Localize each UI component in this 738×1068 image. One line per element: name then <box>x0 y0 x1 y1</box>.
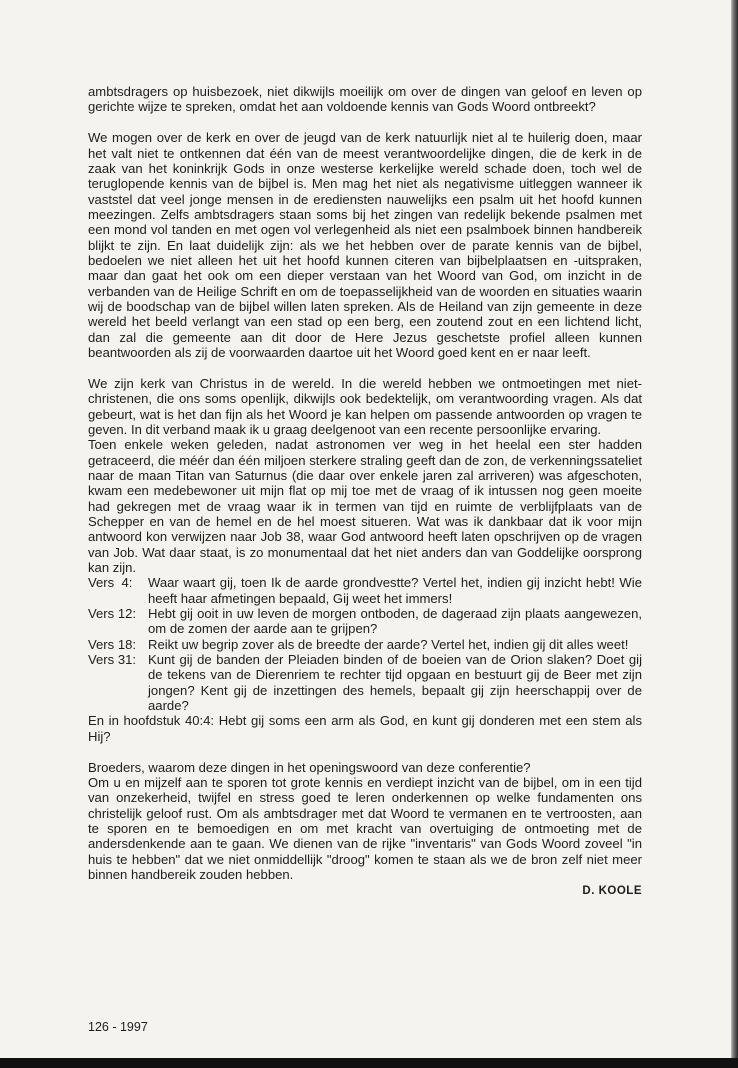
paragraph: We zijn kerk van Christus in de wereld. In die wereld hebben we ontmoetingen met nietchristenen, die ons soms openlijk, dikwijls ook bedektelijk, om verantwoording vragen. Als dat gebeurt, wat is het dan fijn als het Woord je kan helpen om passende antwoorden op vragen te geven. In dit verband maak ik u graag deelgenoot van een recente persoonlijke ervaring. <box>88 375 642 437</box>
author-signature: D. KOOLE <box>582 885 642 898</box>
paragraph: Om u en mijzelf aan te sporen tot grote kennis en verdiept inzicht van de bijbel, om in een tijd van onzekerheid, twijfel en stress goed te leren onderkennen op welke fundamenten ons christelijk geloof rust. Om als ambtsdrager met dat Woord te vermanen en te vertroosten, aan te sporen en te bemoedigen en om met kracht van overtuiging de ontmoeting met de andersdenkende aan te gaan. We dienen van de rijke "inventaris" van Gods Woord zoveel "in huis te hebben" dat we niet onmiddellijk "droog" komen te staan als we de bron zelf niet meer binnen handbereik zouden hebben. <box>88 774 642 882</box>
verse-text: Waar waart gij, toen Ik de aarde grondvestte? Vertel het, indien gij inzicht hebt! Wie heeft haar afmetingen bepaald, Gij weet het immers! <box>148 575 642 606</box>
verse-quote <box>88 652 642 713</box>
paragraph: Broeders, waarom deze dingen in het openingswoord van deze conferentie? <box>88 759 531 775</box>
verse-text: Hebt gij ooit in uw leven de morgen ontboden, de dageraad zijn plaats aangewezen, om de zomen der aarde aan te grijpen? <box>148 606 642 637</box>
paragraph: En in hoofdstuk 40:4: Hebt gij soms een arm als God, en kunt gij donderen met een stem als Hij? <box>88 713 642 744</box>
verse-label: Vers 31: <box>88 652 137 668</box>
verse-text: Reikt uw begrip zover als de breedte der aarde? Vertel het, indien gij dit alles weet! <box>148 636 629 652</box>
verse-label: Vers 4: <box>88 575 133 591</box>
verse-quote <box>88 606 642 637</box>
scan-edge-right <box>731 0 738 1068</box>
scan-edge-bottom <box>0 1058 738 1068</box>
page-number: 126 - 1997 <box>88 1020 148 1034</box>
paragraph: We mogen over de kerk en over de jeugd van de kerk natuurlijk niet al te huilerig doen, maar het valt niet te ontkennen dat één van de meest verantwoordelijke dingen, die de kerk in de zaak van het koninkrijk Gods in onze westerse kerkelijke wereld schade doen, toch wel de teruglopende kennis van de bijbel is. Men mag het niet als negativisme uitleggen wanneer ik vaststel dat veel jonge mensen in de erediensten nauwelijks een psalm uit het hoofd kunnen meezingen. Zelfs ambtsdragers staan soms bij het zingen van redelijk bekende psalmen met een mond vol tanden en met ogen vol verlegenheid als niet een psalmboek binnen handbereik blijkt te zijn. En laat duidelijk zijn: als we het hebben over de parate kennis van de bijbel, bedoelen we niet alleen het uit het hoofd kunnen citeren van bijbelplaatsen en -uitspraken, maar dan gaat het ook om een dieper verstaan van het Woord van God, om inzicht in de verbanden van de Heilige Schrift en om de toepasselijkheid van de woorden en situaties waarin wij de boodschap van de bijbel willen laten spreken. Als de Heiland van zijn gemeente in deze wereld het beeld verlangt van een stad op een berg, een zoutend zout en een lichtend licht, dan zal die gemeente aan dit door de Here Jezus geschetste profiel alleen kunnen beantwoorden als zij de voorwaarden daartoe uit het Woord goed kent en er naar leeft. <box>88 130 642 360</box>
verse-quote <box>88 637 642 652</box>
paragraph: ambtsdragers op huisbezoek, niet dikwijls moeilijk om over de dingen van geloof en leven op gerichte wijze te spreken, omdat het aan voldoende kennis van Gods Woord ontbreekt? <box>88 84 642 115</box>
verse-label: Vers 18: <box>88 636 137 652</box>
verse-label: Vers 12: <box>88 606 137 621</box>
article-body <box>88 84 642 900</box>
verse-text: Kunt gij de banden der Pleiaden binden of de boeien van de Orion slaken? Doet gij de tekens van de Dierenriem te rechter tijd opgaan en bestuurt gij de Beer met zijn jongen? Kent gij de inzettingen des hemels, bepaalt gij zijn heerschappij over de aarde? <box>148 652 642 714</box>
verse-quote <box>88 575 642 606</box>
paragraph: Toen enkele weken geleden, nadat astronomen ver weg in het heelal een ster hadden getraceerd, die méér dan één miljoen sterkere straling geeft dan de zon, de verkenningssateliet naar de maan Titan van Saturnus (die daar over enkele jaren zal arriveren) was afgeschoten, kwam een medebewoner uit mijn flat op mij toe met de vraag of ik intussen nog geen moeite had gekregen met de vraag waar ik in termen van tijd en ruimte de verblijfplaats van de Schepper en van de hemel en de hel moest situeren. Wat was ik dankbaar dat ik voor mijn antwoord kon verwijzen naar Job 38, waar God antwoord heeft laten opschrijven op de vragen van Job. Wat daar staat, is zo monumentaal dat het niet anders dan van Goddelijke oorsprong kan zijn. <box>88 437 642 575</box>
